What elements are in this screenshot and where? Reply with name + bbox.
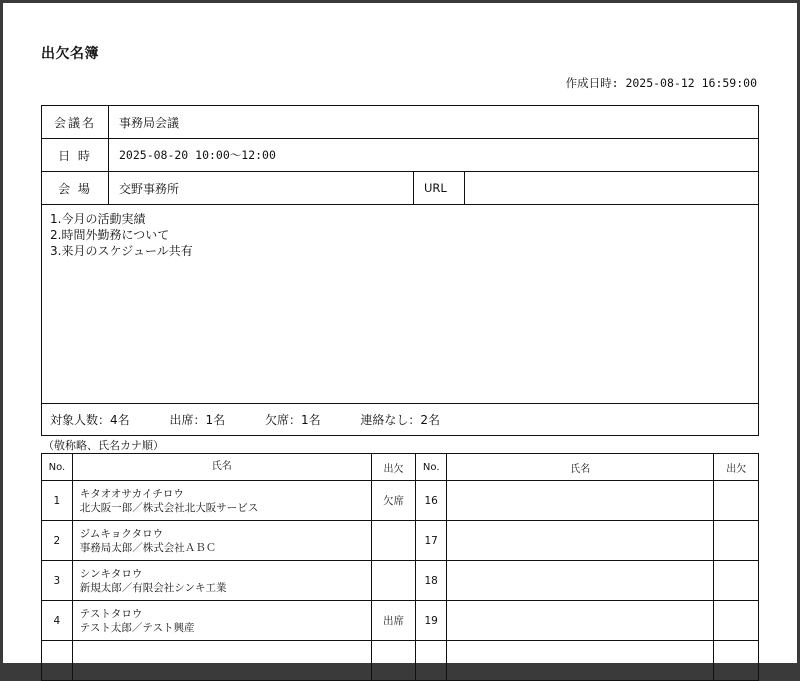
header-status: 出欠 — [714, 454, 759, 481]
agenda-item: 2.時間外勤務について — [50, 228, 170, 242]
attendee-name-cell — [447, 641, 714, 681]
attendance-status — [714, 481, 759, 521]
attendee-kana: キタオオサカイチロウ — [79, 487, 184, 500]
attendance-status: 出席 — [371, 601, 416, 641]
table-row — [42, 641, 759, 681]
header-status: 出欠 — [371, 454, 416, 481]
attendee-name-cell — [72, 641, 371, 681]
document-page — [3, 3, 797, 663]
row-no — [42, 641, 73, 681]
attendee-name: 北大阪一郎／株式会社北大阪サービス — [79, 501, 259, 514]
row-no: 2 — [42, 521, 73, 561]
table-row — [42, 601, 759, 641]
attendee-name-cell — [72, 561, 371, 601]
attendance-header-row — [42, 454, 759, 481]
row-no: 3 — [42, 561, 73, 601]
url-value — [465, 172, 759, 205]
attendee-name-cell — [447, 481, 714, 521]
url-label: URL — [414, 172, 465, 205]
meeting-name-value: 事務局会議 — [109, 106, 759, 139]
date-value: 2025-08-20 10:00〜12:00 — [109, 139, 759, 172]
header-name: 氏名 — [72, 454, 371, 481]
row-no: 16 — [416, 481, 447, 521]
header-name: 氏名 — [447, 454, 714, 481]
attendee-name: 事務局太郎／株式会社ＡＢＣ — [79, 541, 217, 554]
attendance-status — [371, 521, 416, 561]
attendance-status: 欠席 — [371, 481, 416, 521]
header-no: No. — [416, 454, 447, 481]
attendance-status — [371, 641, 416, 681]
attendance-status — [371, 561, 416, 601]
table-row — [42, 561, 759, 601]
attendance-status — [714, 601, 759, 641]
attendee-name-cell — [72, 601, 371, 641]
attendee-name: テスト太郎／テスト興産 — [79, 621, 195, 634]
row-no: 19 — [416, 601, 447, 641]
attendance-table — [41, 453, 759, 681]
meeting-name-label: 会議名 — [42, 106, 109, 139]
date-label: 日 時 — [42, 139, 109, 172]
table-row — [42, 521, 759, 561]
attendee-name-cell — [72, 521, 371, 561]
attendee-name: 新規太郎／有限会社シンキ工業 — [79, 581, 227, 594]
attendee-name-cell — [447, 561, 714, 601]
attendee-kana: テストタロウ — [79, 607, 143, 620]
row-no: 18 — [416, 561, 447, 601]
sort-note: （敬称略、氏名カナ順） — [43, 439, 164, 452]
row-no: 4 — [42, 601, 73, 641]
attendance-summary — [42, 404, 759, 436]
agenda-item: 1.今月の活動実績 — [50, 212, 146, 226]
created-datetime: 作成日時: 2025-08-12 16:59:00 — [565, 76, 757, 90]
attendee-name-cell — [447, 601, 714, 641]
agenda-box — [42, 205, 759, 404]
venue-label: 会 場 — [42, 172, 109, 205]
attendance-status — [714, 641, 759, 681]
venue-value: 交野事務所 — [109, 172, 414, 205]
row-no — [416, 641, 447, 681]
header-no: No. — [42, 454, 73, 481]
target-count: 対象人数：4名 — [50, 413, 130, 427]
absent-count: 欠席：1名 — [264, 413, 321, 427]
attendee-kana: ジムキョクタロウ — [79, 527, 164, 540]
row-no: 1 — [42, 481, 73, 521]
row-no: 17 — [416, 521, 447, 561]
attendee-name-cell — [447, 521, 714, 561]
document-title: 出欠名簿 — [41, 46, 99, 62]
attendance-status — [714, 521, 759, 561]
table-row — [42, 481, 759, 521]
meeting-info-table — [41, 105, 759, 436]
no-contact-count: 連絡なし：2名 — [360, 413, 441, 427]
attendee-name-cell — [72, 481, 371, 521]
attendance-status — [714, 561, 759, 601]
agenda-item: 3.来月のスケジュール共有 — [50, 244, 193, 258]
attendee-kana: シンキタロウ — [79, 567, 143, 580]
present-count: 出席：1名 — [169, 413, 226, 427]
